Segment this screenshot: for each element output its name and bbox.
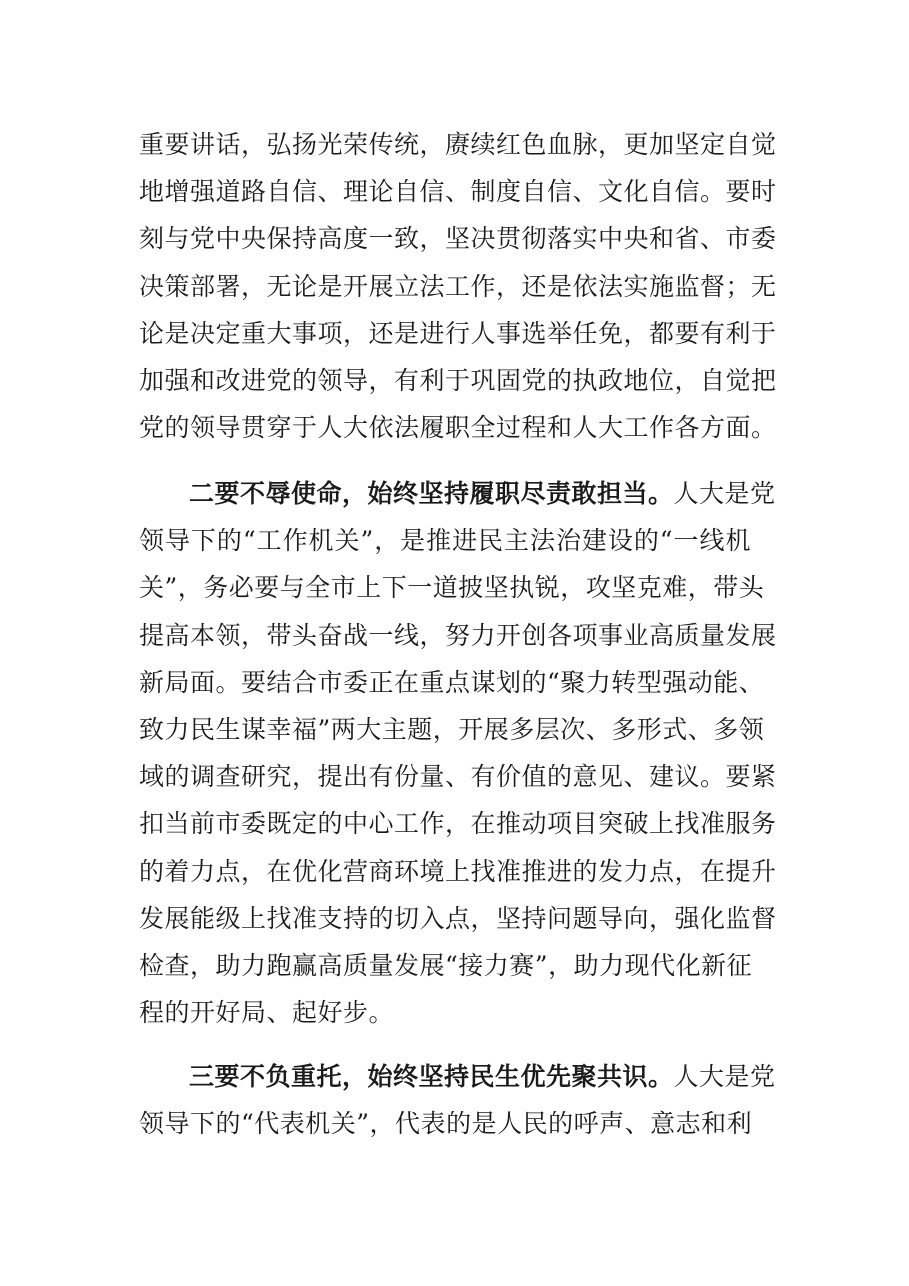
paragraph-line: 扣当前市委既定的中心工作，在推动项目突破上找准服务 [139, 809, 777, 839]
paragraph-line: 程的开好局、起好步。 [139, 998, 395, 1028]
paragraph-line: 域的调查研究，提出有份量、有价值的意见、建议。要紧 [139, 762, 777, 792]
paragraph-line: 领导下的“工作机关”，是推进民主法治建设的“一线机 [139, 526, 751, 556]
paragraph-first-line-text: 人大是党 [673, 479, 776, 508]
paragraph-first-line-text: 人大是党 [673, 1062, 776, 1091]
paragraph-line: 刻与党中央保持高度一致，坚决贯彻落实中央和省、市委 [139, 224, 777, 254]
paragraph-line: 提高本领，带头奋战一线，努力开创各项事业高质量发展 [139, 620, 777, 650]
paragraph-first-line [139, 1053, 776, 1100]
paragraph-line: 重要讲话，弘扬光荣传统，赓续红色血脉，更加坚定自觉 [139, 130, 777, 159]
paragraph-line: 致力民生谋幸福”两大主题，开展多层次、多形式、多领 [139, 714, 765, 744]
paragraph-line: 加强和改进党的领导，有利于巩固党的执政地位，自觉把 [139, 365, 777, 395]
paragraph-line: 关”，务必要与全市上下一道披坚执锐，攻坚克难，带头 [139, 573, 765, 603]
paragraph-line: 新局面。要结合市委正在重点谋划的“聚力转型强动能、 [139, 667, 765, 697]
paragraph-1 [139, 121, 777, 451]
paragraph-first-line [139, 470, 776, 517]
paragraph-line: 论是决定重大事项，还是进行人事选举任免，都要有利于 [139, 318, 777, 348]
paragraph-lead-heading: 二要不辱使命，始终坚持履职尽责敢担当。 [189, 479, 674, 508]
paragraph-line: 领导下的“代表机关”，代表的是人民的呼声、意志和利 [139, 1109, 753, 1139]
paragraph-line: 党的领导贯穿于人大依法履职全过程和人大工作各方面。 [139, 413, 777, 443]
paragraph-line: 的着力点，在优化营商环境上找准推进的发力点，在提升 [139, 856, 777, 886]
paragraph-2 [139, 470, 777, 1036]
paragraph-line: 发展能级上找准支持的切入点，坚持问题导向，强化监督 [139, 903, 777, 933]
paragraph-lead-heading: 三要不负重托，始终坚持民生优先聚共识。 [189, 1062, 674, 1091]
paragraph-line: 检查，助力跑赢高质量发展“接力赛”，助力现代化新征 [139, 950, 753, 980]
paragraph-line: 地增强道路自信、理论自信、制度自信、文化自信。要时 [139, 177, 777, 207]
paragraph-3 [139, 1053, 776, 1147]
paragraph-line: 决策部署，无论是开展立法工作，还是依法实施监督；无 [139, 271, 777, 301]
